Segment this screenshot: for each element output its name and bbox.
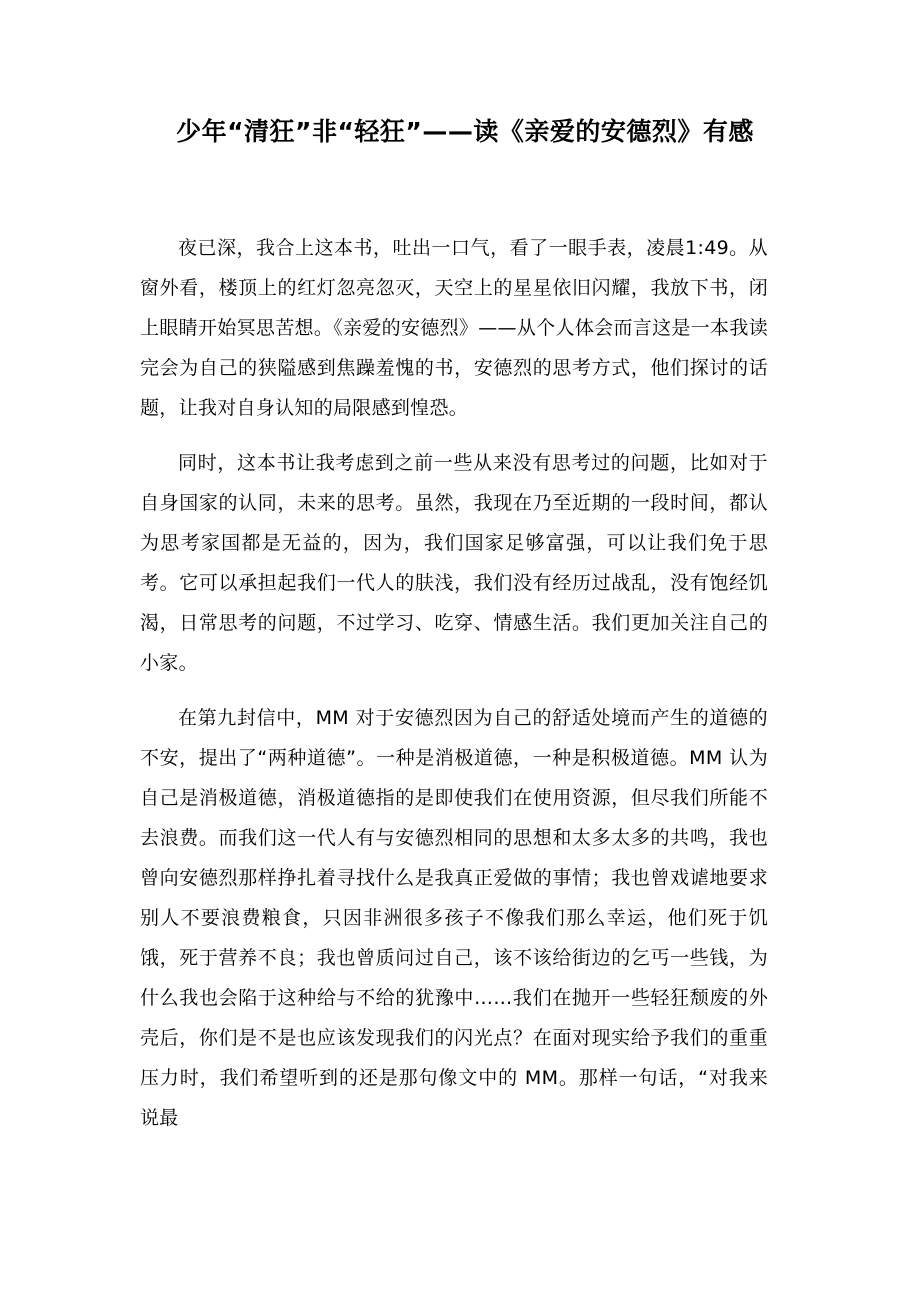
paragraph-1: 夜已深，我合上这本书，吐出一口气，看了一眼手表，凌晨1:49。从窗外看，楼顶上的红灯忽亮忽灭，天空上的星星依旧闪耀，我放下书，闭上眼睛开始冥思苦想。《亲爱的安德烈》——从个人体会而言这是一本我读完会为自己的狭隘感到焦躁羞愧的书，安德烈的思考方式，他们探讨的话题，让我对自身认知的局限感到惶恐。 (140, 237, 768, 419)
document-title: 少年“清狂”非“轻狂”——读《亲爱的安德烈》有感 (176, 117, 754, 146)
paragraph-2: 同时，这本书让我考虑到之前一些从来没有思考过的问题，比如对于自身国家的认同，未来的思考。虽然，我现在乃至近期的一段时间，都认为思考家国都是无益的，因为，我们国家足够富强，可以让我们免于思考。它可以承担起我们一代人的肤浅，我们没有经历过战乱，没有饱经饥渴，日常思考的问题，不过学习、吃穿、情感生活。我们更加关注自己的小家。 (140, 452, 768, 674)
document-body (140, 228, 768, 1153)
paragraph-3: 在第九封信中，MM 对于安德烈因为自己的舒适处境而产生的道德的不安，提出了“两种道德”。一种是消极道德，一种是积极道德。MM 认为自己是消极道德，消极道德指的是即使我们在使用资源，但尽我们所能不去浪费。而我们这一代人有与安德烈相同的思想和太多太多的共鸣，我也曾向安德烈那样挣扎着寻找什么是我真正爱做的事情；我也曾戏谑地要求别人不要浪费粮食，只因非洲很多孩子不像我们那么幸运，他们死于饥饿，死于营养不良；我也曾质问过自己，该不该给街边的乞丐一些钱，为什么我也会陷于这种给与不给的犹豫中……我们在抛开一些轻狂颓废的外壳后，你们是不是也应该发现我们的闪光点？在面对现实给予我们的重重压力时，我们希望听到的还是那句像文中的 MM。那样一句话，“对我来说最 (140, 707, 768, 1129)
